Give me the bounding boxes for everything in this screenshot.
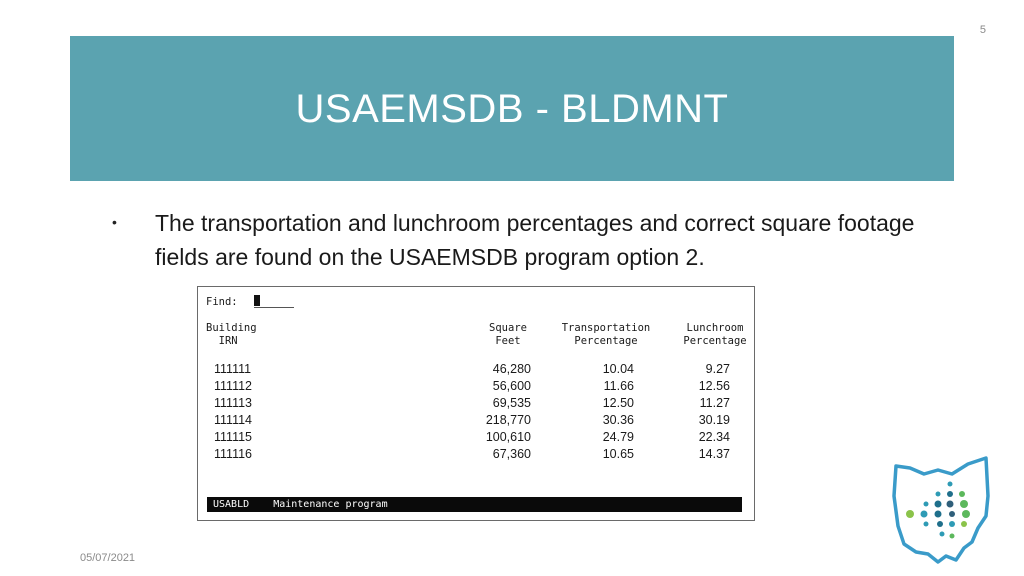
ohio-state-outline-logo-icon bbox=[890, 456, 994, 566]
bullet-marker: • bbox=[112, 214, 117, 230]
cell-lunchroom: 22.34 bbox=[698, 430, 730, 444]
logo-dots bbox=[906, 482, 970, 539]
building-table bbox=[198, 362, 754, 464]
header-transportation-percentage: Transportation Percentage bbox=[561, 322, 651, 347]
logo-dot bbox=[937, 521, 943, 527]
slide-date: 05/07/2021 bbox=[80, 552, 136, 564]
header-building-irn: Building IRN bbox=[206, 322, 257, 347]
logo-dot bbox=[906, 510, 914, 518]
cell-square-feet: 67,360 bbox=[492, 447, 531, 461]
logo-dot bbox=[960, 500, 968, 508]
logo-dot bbox=[950, 534, 955, 539]
cell-irn: 111116 bbox=[214, 447, 253, 461]
logo-dot bbox=[921, 511, 928, 518]
cell-transportation: 10.65 bbox=[602, 447, 634, 461]
table-row[interactable] bbox=[198, 396, 754, 413]
table-row[interactable] bbox=[198, 379, 754, 396]
header-lunchroom-percentage: Lunchroom Percentage bbox=[683, 322, 747, 347]
cell-transportation: 11.66 bbox=[603, 379, 634, 393]
cell-transportation: 10.04 bbox=[602, 362, 634, 376]
cell-lunchroom: 12.56 bbox=[698, 379, 730, 393]
cell-square-feet: 218,770 bbox=[485, 413, 531, 427]
page-number: 5 bbox=[979, 24, 986, 36]
logo-dot bbox=[949, 521, 955, 527]
logo-dot bbox=[947, 501, 954, 508]
page-title: USAEMSDB - BLDMNT bbox=[295, 87, 729, 131]
status-bar: USABLD Maintenance program bbox=[207, 497, 742, 512]
table-row[interactable] bbox=[198, 413, 754, 430]
cell-irn: 111113 bbox=[214, 396, 253, 410]
logo-dot bbox=[948, 482, 953, 487]
cell-transportation: 12.50 bbox=[602, 396, 634, 410]
table-row[interactable] bbox=[198, 447, 754, 464]
cell-irn: 111114 bbox=[214, 413, 253, 427]
cell-square-feet: 56,600 bbox=[492, 379, 531, 393]
cell-transportation: 30.36 bbox=[602, 413, 634, 427]
table-row[interactable] bbox=[198, 362, 754, 379]
ohio-outline bbox=[894, 458, 988, 562]
logo-dot bbox=[961, 521, 967, 527]
logo-dot bbox=[924, 522, 929, 527]
table-row[interactable] bbox=[198, 430, 754, 447]
cell-irn: 111112 bbox=[214, 379, 253, 393]
title-banner bbox=[70, 36, 954, 181]
logo-dot bbox=[936, 492, 941, 497]
logo-dot bbox=[935, 501, 942, 508]
find-label: Find: bbox=[206, 296, 238, 308]
logo-dot bbox=[940, 532, 945, 537]
logo-dot bbox=[959, 491, 965, 497]
cell-lunchroom: 9.27 bbox=[705, 362, 730, 376]
cell-transportation: 24.79 bbox=[602, 430, 634, 444]
cell-square-feet: 100,610 bbox=[485, 430, 531, 444]
logo-dot bbox=[947, 491, 953, 497]
cell-square-feet: 69,535 bbox=[492, 396, 531, 410]
logo-dot bbox=[962, 510, 970, 518]
text-cursor-icon bbox=[254, 295, 260, 306]
logo-dot bbox=[935, 511, 942, 518]
cell-square-feet: 46,280 bbox=[492, 362, 531, 376]
terminal-screenshot bbox=[197, 286, 755, 521]
cell-lunchroom: 11.27 bbox=[699, 396, 730, 410]
bullet-text: The transportation and lunchroom percentages and correct square footage fields are found on the USAEMSDB program option 2. bbox=[155, 210, 915, 270]
cell-lunchroom: 14.37 bbox=[698, 447, 730, 461]
cell-lunchroom: 30.19 bbox=[698, 413, 730, 427]
find-input[interactable] bbox=[254, 295, 294, 308]
cell-irn: 111115 bbox=[214, 430, 253, 444]
cell-irn: 111111 bbox=[214, 362, 252, 376]
header-square-feet: Square Feet bbox=[489, 322, 527, 347]
logo-dot bbox=[949, 511, 955, 517]
logo-dot bbox=[924, 502, 929, 507]
